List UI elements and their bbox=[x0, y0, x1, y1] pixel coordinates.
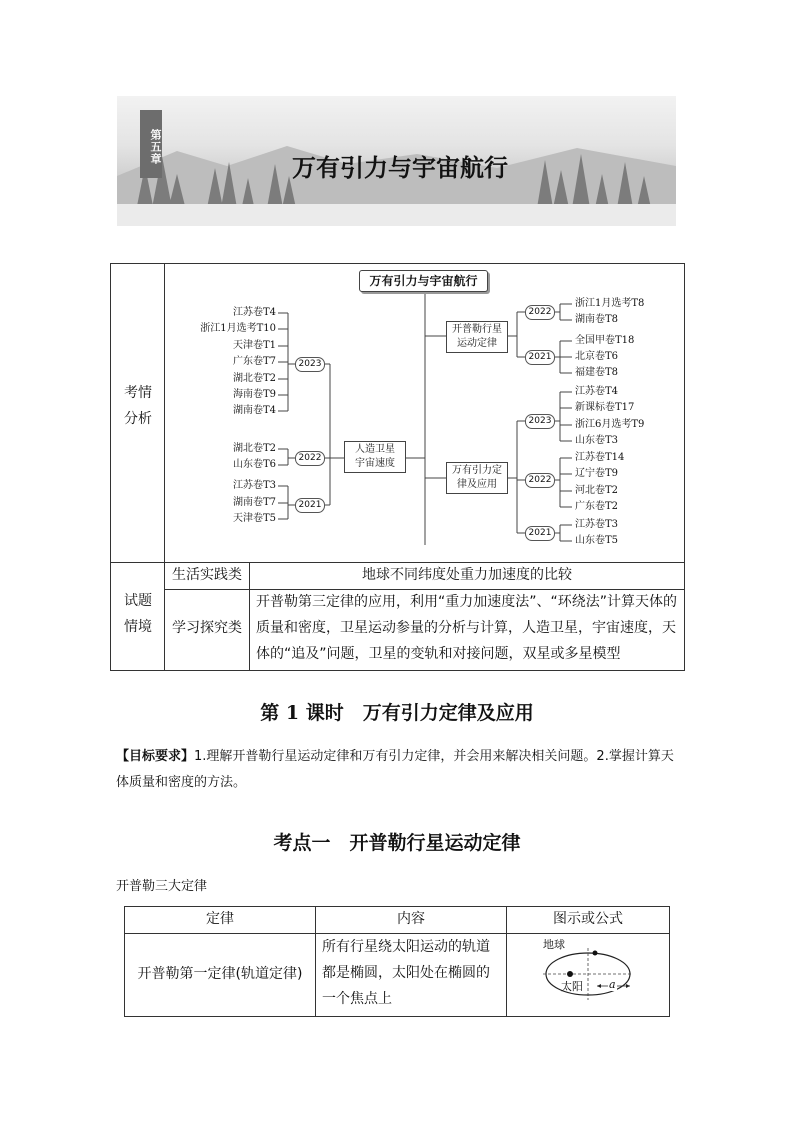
mindmap-item: 天津卷T1 bbox=[232, 340, 276, 351]
year-pill: 2022 bbox=[295, 451, 325, 466]
mindmap-item: 浙江1月选考T8 bbox=[575, 298, 645, 309]
col-header-law: 定律 bbox=[206, 911, 234, 927]
mindmap-item: 天津卷T5 bbox=[232, 513, 276, 524]
mindmap-item: 湖北卷T2 bbox=[232, 373, 276, 384]
mindmap-item: 江苏卷T14 bbox=[575, 452, 625, 463]
chapter-number-tab: 第五章 bbox=[140, 110, 162, 178]
earth-label: 地球 bbox=[543, 938, 565, 951]
mindmap-item: 江苏卷T4 bbox=[575, 386, 619, 397]
life-practice-text: 地球不同纬度处重力加速度的比较 bbox=[362, 567, 572, 583]
mindmap-item: 新课标卷T17 bbox=[575, 402, 635, 413]
mindmap-item: 江苏卷T3 bbox=[232, 480, 276, 491]
mindmap-item: 山东卷T3 bbox=[575, 435, 619, 446]
goals-text: 1.理解开普勒行星运动定律和万有引力定律，并会用来解决相关问题。2.掌握计算天体质量和密度的方法。 bbox=[116, 749, 674, 790]
learning-goals bbox=[116, 744, 682, 796]
mindmap-item: 广东卷T2 bbox=[575, 501, 619, 512]
semi-major-a-label: a bbox=[609, 978, 616, 991]
mindmap-item: 海南卷T9 bbox=[232, 389, 276, 400]
table-row-content: 所有行星绕太阳运动的轨道都是椭圆，太阳处在椭圆的一个焦点上 bbox=[322, 939, 490, 1007]
year-pill: 2023 bbox=[525, 414, 555, 429]
mindmap-item: 河北卷T2 bbox=[575, 485, 619, 496]
sun-label: 太阳 bbox=[561, 980, 583, 993]
study-explore-label: 学习探究类 bbox=[172, 620, 242, 636]
chapter-title: 万有引力与宇宙航行 bbox=[292, 153, 508, 182]
earth-dot bbox=[593, 951, 598, 956]
mindmap-item: 浙江1月选考T10 bbox=[200, 323, 276, 334]
topic-title: 考点一 开普勒行星运动定律 bbox=[273, 832, 521, 854]
mindmap-item: 江苏卷T4 bbox=[232, 307, 276, 318]
mindmap-item: 湖南卷T8 bbox=[575, 314, 619, 325]
mindmap-item: 广东卷T7 bbox=[232, 356, 276, 367]
mindmap-branch-satellite: 人造卫星 宇宙速度 bbox=[344, 441, 406, 473]
mindmap-item: 山东卷T5 bbox=[575, 535, 619, 546]
mindmap-item: 山东卷T6 bbox=[232, 459, 276, 470]
kepler-intro: 开普勒三大定律 bbox=[116, 879, 208, 894]
year-pill: 2023 bbox=[295, 357, 325, 372]
mindmap-item: 湖北卷T2 bbox=[232, 443, 276, 454]
table-row-law: 开普勒第一定律(轨道定律) bbox=[137, 966, 303, 982]
year-pill: 2022 bbox=[525, 305, 555, 320]
mindmap-item: 辽宁卷T9 bbox=[575, 468, 619, 479]
mindmap-item: 福建卷T8 bbox=[575, 367, 619, 378]
year-pill: 2021 bbox=[295, 498, 325, 513]
col-header-content: 内容 bbox=[397, 911, 425, 927]
mindmap-branch-gravitation: 万有引力定 律及应用 bbox=[446, 462, 508, 494]
col-header-figure: 图示或公式 bbox=[553, 911, 623, 927]
row-label-analysis: 考情 分析 bbox=[124, 385, 152, 427]
mindmap-item: 江苏卷T3 bbox=[575, 519, 619, 530]
mindmap-item: 浙江6月选考T9 bbox=[575, 419, 645, 430]
year-pill: 2021 bbox=[525, 526, 555, 541]
mindmap-branch-kepler: 开普勒行星 运动定律 bbox=[446, 321, 508, 353]
mindmap-item: 全国甲卷T18 bbox=[575, 335, 635, 346]
mindmap-item: 湖南卷T7 bbox=[232, 497, 276, 508]
mindmap-item: 湖南卷T4 bbox=[232, 405, 276, 416]
row-label-context: 试题 情境 bbox=[124, 593, 152, 635]
mindmap-root: 万有引力与宇宙航行 bbox=[359, 270, 488, 292]
lesson-title: 第 1 课时 万有引力定律及应用 bbox=[260, 702, 534, 724]
mindmap-item: 北京卷T6 bbox=[575, 351, 619, 362]
sun-dot bbox=[567, 971, 573, 977]
life-practice-label: 生活实践类 bbox=[172, 567, 242, 583]
year-pill: 2022 bbox=[525, 473, 555, 488]
year-pill: 2021 bbox=[525, 350, 555, 365]
goals-label: 【目标要求】 bbox=[116, 749, 195, 764]
study-explore-text: 开普勒第三定律的应用，利用“重力加速度法”、“环绕法”计算天体的质量和密度，卫星运动参量的分析与计算，人造卫星，宇宙速度，天体的“追及”问题，卫星的变轨和对接问题，双星或多星模型 bbox=[256, 594, 678, 662]
ellipse-orbit-figure bbox=[507, 934, 669, 1016]
